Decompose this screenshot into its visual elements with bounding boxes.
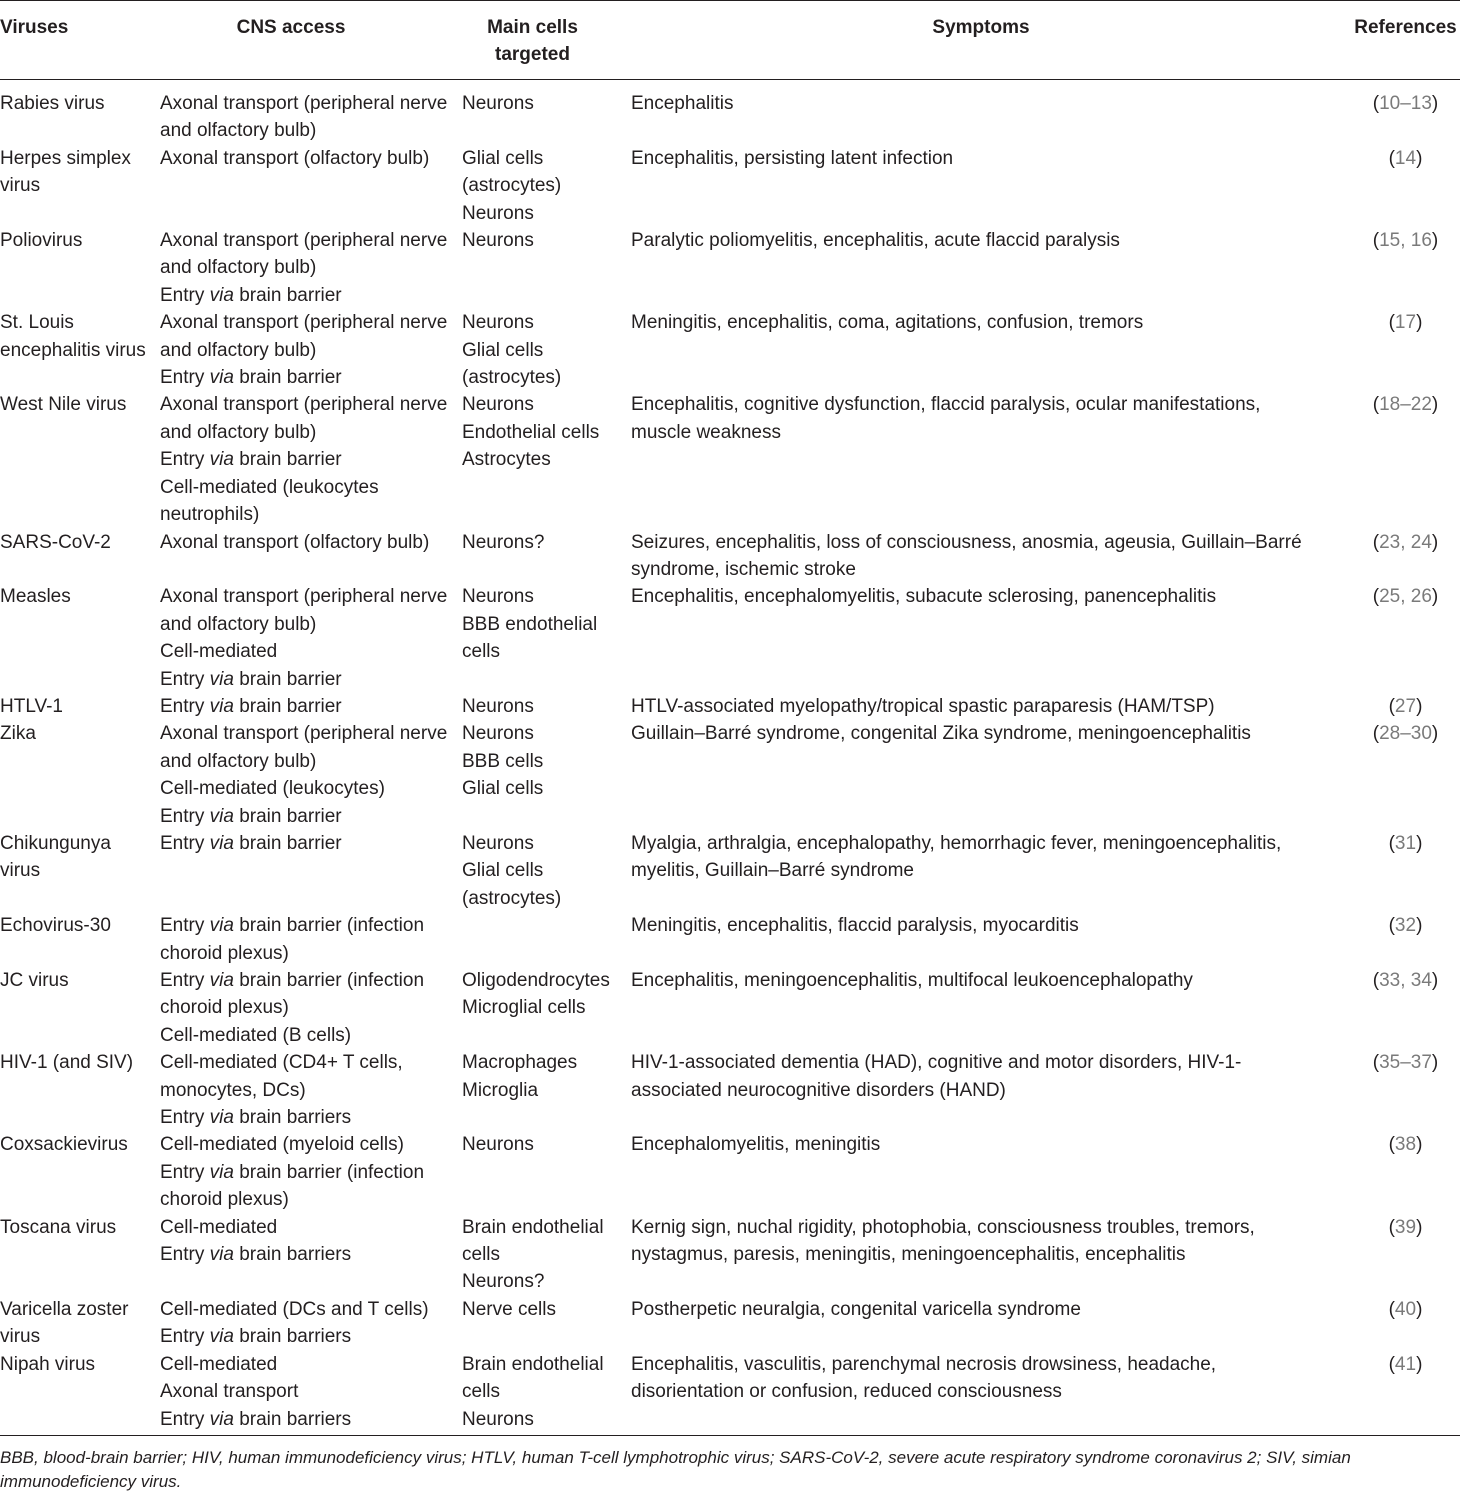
- cns-access-line: Axonal transport (olfactory bulb): [160, 531, 430, 553]
- reference-link[interactable]: 33, 34: [1379, 970, 1432, 991]
- ref-open-paren: (: [1372, 394, 1380, 416]
- virus-name: Measles: [0, 586, 71, 608]
- cell-main-cells: [462, 145, 631, 227]
- virus-name: Nipah virus: [0, 1353, 96, 1375]
- cell-virus: [0, 1131, 160, 1213]
- cell-symptoms: [631, 1131, 1331, 1213]
- table-row: [0, 967, 1460, 1049]
- reference-link[interactable]: 15, 16: [1379, 230, 1432, 252]
- ref-close-paren: ): [1416, 1134, 1423, 1156]
- cell-symptoms: [631, 529, 1331, 584]
- cns-access-line: Axonal transport (peripheral nerve and olfactory bulb): [160, 93, 448, 142]
- reference-link[interactable]: 35–37: [1379, 1052, 1432, 1074]
- reference-link[interactable]: 28–30: [1379, 723, 1432, 745]
- main-cells-line: Neurons: [462, 93, 534, 114]
- symptoms-text: Encephalitis, cognitive dysfunction, flaccid paralysis, ocular manifestations, muscle weakness: [631, 394, 1261, 443]
- ref-open-paren: (: [1372, 1052, 1380, 1074]
- via-italic: via: [209, 1326, 234, 1348]
- reference-link[interactable]: 27: [1394, 695, 1417, 717]
- main-cells-line: Glial cells (astrocytes): [462, 860, 562, 909]
- ref-open-paren: (: [1372, 723, 1380, 745]
- cell-cns-access: [160, 80, 462, 145]
- ref-open-paren: (: [1388, 1298, 1395, 1320]
- cell-symptoms: [631, 830, 1331, 912]
- ref-open-paren: (: [1388, 1353, 1395, 1375]
- virus-name: Chikungunya virus: [0, 832, 111, 882]
- cell-cns-access: [160, 1351, 462, 1436]
- cns-access-line: Axonal transport (peripheral nerve and olfactory bulb): [160, 312, 448, 361]
- reference-link[interactable]: 32: [1394, 915, 1417, 937]
- cell-main-cells: [462, 1214, 631, 1296]
- symptoms-text: Encephalomyelitis, meningitis: [631, 1134, 881, 1156]
- cell-references: [1331, 1214, 1460, 1296]
- cell-main-cells: [462, 1351, 631, 1436]
- cell-cns-access: [160, 227, 462, 309]
- cns-access-line: Cell-mediated (leukocytes neutrophils): [160, 476, 379, 526]
- cns-access-line: Axonal transport (peripheral nerve and olfactory bulb): [160, 394, 448, 443]
- cns-access-line: Entry via brain barriers: [160, 1244, 352, 1266]
- cns-access-line: Axonal transport (peripheral nerve and olfactory bulb): [160, 586, 448, 635]
- virus-name: SARS-CoV-2: [0, 531, 111, 553]
- virus-name: Coxsackievirus: [0, 1134, 128, 1156]
- cns-access-line: Entry via brain barriers: [160, 1408, 352, 1430]
- cell-symptoms: [631, 967, 1331, 1049]
- virus-name: HIV-1 (and SIV): [0, 1052, 134, 1074]
- cell-symptoms: [631, 583, 1331, 693]
- main-cells-line: Neurons: [462, 695, 534, 717]
- cell-cns-access: [160, 145, 462, 227]
- main-cells-line: Neurons: [462, 832, 534, 854]
- via-italic: via: [209, 284, 234, 306]
- via-italic: via: [209, 1161, 234, 1183]
- ref-close-paren: ): [1416, 147, 1423, 169]
- cell-references: [1331, 912, 1460, 967]
- main-cells-line: Endothelial cells: [462, 421, 600, 443]
- table-header-row: [0, 1, 1460, 80]
- main-cells-line: Macrophages: [462, 1052, 578, 1074]
- ref-close-paren: ): [1431, 586, 1439, 608]
- via-italic: via: [209, 367, 234, 389]
- table-footnote: BBB, blood-brain barrier; HIV, human immunodeficiency virus; HTLV, human T-cell lymphotrophic virus; SARS-CoV-2, severe acute respiratory syndrome coronavirus 2; SIV, simian immunodeficiency virus.: [0, 1447, 1351, 1491]
- ref-open-paren: (: [1388, 915, 1395, 937]
- main-cells-line: Oligodendrocytes: [462, 970, 610, 991]
- cell-references: [1331, 391, 1460, 528]
- main-cells-line: BBB endothelial cells: [462, 613, 598, 663]
- ref-close-paren: ): [1416, 1353, 1423, 1375]
- cell-symptoms: [631, 391, 1331, 528]
- cell-references: [1331, 1049, 1460, 1131]
- cell-symptoms: [631, 693, 1331, 720]
- cell-cns-access: [160, 1049, 462, 1131]
- virus-name: Toscana virus: [0, 1216, 117, 1238]
- cns-access-line: Cell-mediated: [160, 1216, 278, 1238]
- symptoms-text: Guillain–Barré syndrome, congenital Zika syndrome, meningoencephalitis: [631, 723, 1251, 745]
- symptoms-text: HIV-1-associated dementia (HAD), cognitive and motor disorders, HIV-1-associated neurocognitive disorders (HAND): [631, 1052, 1242, 1101]
- cell-references: [1331, 830, 1460, 912]
- cell-main-cells: [462, 1296, 631, 1351]
- cell-main-cells: [462, 967, 631, 1049]
- cell-cns-access: [160, 830, 462, 912]
- symptoms-text: Meningitis, encephalitis, flaccid paralysis, myocarditis: [631, 915, 1079, 937]
- cns-access-line: Entry via brain barrier: [160, 284, 342, 306]
- cell-cns-access: [160, 529, 462, 584]
- main-cells-line: Neurons?: [462, 531, 545, 553]
- reference-link[interactable]: 38: [1394, 1134, 1417, 1156]
- symptoms-text: Seizures, encephalitis, loss of consciousness, anosmia, ageusia, Guillain–Barré syndrome, ischemic stroke: [631, 531, 1302, 580]
- cell-references: [1331, 720, 1460, 830]
- cns-access-line: Cell-mediated (CD4+ T cells, monocytes, DCs): [160, 1052, 403, 1101]
- cell-references: [1331, 80, 1460, 145]
- symptoms-text: Encephalitis, encephalomyelitis, subacute sclerosing, panencephalitis: [631, 586, 1217, 608]
- cell-references: [1331, 693, 1460, 720]
- cell-references: [1331, 145, 1460, 227]
- main-cells-line: Neurons: [462, 230, 534, 252]
- table-row: [0, 583, 1460, 693]
- table-row: [0, 720, 1460, 830]
- table-row: [0, 309, 1460, 391]
- symptoms-text: Encephalitis, vasculitis, parenchymal necrosis drowsiness, headache, disorientation or confusion, reduced consciousness: [631, 1353, 1217, 1403]
- main-cells-line: Neurons: [462, 394, 534, 416]
- cns-access-line: Cell-mediated (leukocytes): [160, 778, 385, 800]
- ref-open-paren: (: [1388, 147, 1395, 169]
- reference-link[interactable]: 23, 24: [1379, 531, 1432, 553]
- reference-link[interactable]: 41: [1394, 1353, 1417, 1375]
- ref-open-paren: (: [1388, 1134, 1395, 1156]
- ref-open-paren: (: [1372, 970, 1380, 991]
- via-italic: via: [209, 832, 234, 854]
- reference-link[interactable]: 17: [1394, 312, 1417, 334]
- header-cns-access: CNS access: [236, 17, 346, 38]
- cell-symptoms: [631, 1351, 1331, 1436]
- main-cells-line: Glial cells (astrocytes): [462, 147, 562, 197]
- symptoms-text: Kernig sign, nuchal rigidity, photophobia, consciousness troubles, tremors, nystagmus, paresis, meningitis, meningoencephalitis, encephalitis: [631, 1216, 1255, 1266]
- cell-virus: [0, 1049, 160, 1131]
- cns-access-line: Axonal transport (peripheral nerve and olfactory bulb): [160, 230, 448, 279]
- virus-name: Echovirus-30: [0, 915, 111, 937]
- header-viruses: Viruses: [0, 17, 69, 38]
- cell-references: [1331, 309, 1460, 391]
- virus-name: Herpes simplex virus: [0, 147, 131, 197]
- virus-name: Poliovirus: [0, 230, 83, 252]
- symptoms-text: HTLV-associated myelopathy/tropical spastic paraparesis (HAM/TSP): [631, 695, 1215, 717]
- cell-virus: [0, 967, 160, 1049]
- cell-symptoms: [631, 720, 1331, 830]
- virus-name: HTLV-1: [0, 695, 64, 717]
- cns-access-line: Cell-mediated (DCs and T cells): [160, 1298, 429, 1320]
- table-row: [0, 227, 1460, 309]
- cell-cns-access: [160, 583, 462, 693]
- cell-symptoms: [631, 1214, 1331, 1296]
- cell-references: [1331, 1131, 1460, 1213]
- table-row: [0, 830, 1460, 912]
- virus-name: St. Louis encephalitis virus: [0, 312, 146, 361]
- cell-symptoms: [631, 80, 1331, 145]
- cell-cns-access: [160, 1296, 462, 1351]
- via-italic: via: [209, 805, 234, 827]
- main-cells-line: Neurons: [462, 586, 534, 608]
- table-row: [0, 693, 1460, 720]
- ref-close-paren: ): [1431, 1052, 1439, 1074]
- cns-access-line: Entry via brain barrier (infection choroid plexus): [160, 970, 425, 1019]
- cell-references: [1331, 529, 1460, 584]
- cell-virus: [0, 227, 160, 309]
- symptoms-text: Encephalitis, meningoencephalitis, multifocal leukoencephalopathy: [631, 970, 1193, 991]
- virus-name: West Nile virus: [0, 394, 127, 416]
- table-row: [0, 145, 1460, 227]
- ref-close-paren: ): [1416, 915, 1423, 937]
- ref-close-paren: ): [1431, 394, 1439, 416]
- ref-close-paren: ): [1416, 1298, 1423, 1320]
- table-row: [0, 1351, 1460, 1436]
- virus-name: JC virus: [0, 970, 69, 991]
- main-cells-line: Brain endothelial cells: [462, 1216, 604, 1266]
- reference-link[interactable]: 39: [1394, 1216, 1417, 1238]
- ref-open-paren: (: [1388, 1216, 1395, 1238]
- table-row: [0, 80, 1460, 145]
- cell-virus: [0, 693, 160, 720]
- table-row: [0, 1214, 1460, 1296]
- cell-symptoms: [631, 1049, 1331, 1131]
- ref-close-paren: ): [1416, 695, 1423, 717]
- cell-main-cells: [462, 227, 631, 309]
- cell-cns-access: [160, 693, 462, 720]
- main-cells-line: Neurons?: [462, 1271, 545, 1293]
- cell-virus: [0, 529, 160, 584]
- cell-virus: [0, 1296, 160, 1351]
- via-italic: via: [209, 970, 234, 991]
- via-italic: via: [209, 1244, 234, 1266]
- cell-symptoms: [631, 912, 1331, 967]
- cns-access-line: Entry via brain barrier: [160, 832, 342, 854]
- cell-cns-access: [160, 720, 462, 830]
- main-cells-line: Astrocytes: [462, 449, 551, 471]
- cell-main-cells: [462, 912, 631, 967]
- cns-access-line: Cell-mediated: [160, 641, 278, 663]
- main-cells-line: Nerve cells: [462, 1298, 556, 1320]
- via-italic: via: [209, 695, 234, 717]
- cns-access-line: Cell-mediated (B cells): [160, 1024, 352, 1046]
- cell-cns-access: [160, 391, 462, 528]
- cell-virus: [0, 80, 160, 145]
- via-italic: via: [209, 1107, 234, 1129]
- cell-virus: [0, 391, 160, 528]
- symptoms-text: Paralytic poliomyelitis, encephalitis, acute flaccid paralysis: [631, 230, 1120, 252]
- cell-virus: [0, 912, 160, 967]
- reference-link[interactable]: 40: [1394, 1298, 1417, 1320]
- table-row: [0, 1049, 1460, 1131]
- main-cells-line: BBB cells: [462, 750, 544, 772]
- main-cells-line: Glial cells: [462, 778, 544, 800]
- cell-virus: [0, 1214, 160, 1296]
- cell-virus: [0, 830, 160, 912]
- reference-link[interactable]: 18–22: [1379, 394, 1432, 416]
- cell-virus: [0, 145, 160, 227]
- ref-close-paren: ): [1431, 970, 1439, 991]
- via-italic: via: [209, 1408, 234, 1430]
- cell-main-cells: [462, 830, 631, 912]
- symptoms-text: Myalgia, arthralgia, encephalopathy, hemorrhagic fever, meningoencephalitis, myelitis, Guillain–Barré syndrome: [631, 832, 1282, 882]
- cell-virus: [0, 720, 160, 830]
- virus-name: Rabies virus: [0, 93, 105, 114]
- ref-close-paren: ): [1431, 230, 1439, 252]
- reference-link[interactable]: 14: [1394, 147, 1417, 169]
- main-cells-line: Neurons: [462, 723, 534, 745]
- cell-main-cells: [462, 720, 631, 830]
- ref-close-paren: ): [1431, 531, 1439, 553]
- cell-main-cells: [462, 693, 631, 720]
- cns-access-line: Entry via brain barrier: [160, 695, 342, 717]
- cell-references: [1331, 1351, 1460, 1436]
- via-italic: via: [209, 915, 234, 937]
- main-cells-line: Neurons: [462, 202, 534, 224]
- cell-virus: [0, 583, 160, 693]
- table-row: [0, 391, 1460, 528]
- cns-access-line: Entry via brain barrier: [160, 668, 342, 690]
- cns-access-line: Entry via brain barrier: [160, 449, 342, 471]
- ref-close-paren: ): [1431, 723, 1439, 745]
- cell-cns-access: [160, 1131, 462, 1213]
- cns-access-line: Axonal transport (peripheral nerve and olfactory bulb): [160, 723, 448, 772]
- ref-close-paren: ): [1416, 1216, 1423, 1238]
- main-cells-line: Neurons: [462, 1408, 534, 1430]
- cns-access-line: Entry via brain barrier (infection choroid plexus): [160, 1161, 425, 1211]
- main-cells-line: Microglial cells: [462, 997, 586, 1019]
- ref-open-paren: (: [1372, 586, 1380, 608]
- reference-link[interactable]: 25, 26: [1379, 586, 1432, 608]
- ref-close-paren: ): [1416, 312, 1423, 334]
- cell-main-cells: [462, 1131, 631, 1213]
- cns-access-line: Entry via brain barrier (infection choroid plexus): [160, 915, 425, 964]
- main-cells-line: Microglia: [462, 1079, 539, 1101]
- cns-access-line: Axonal transport (olfactory bulb): [160, 147, 430, 169]
- cns-access-line: Entry via brain barrier: [160, 367, 342, 389]
- ref-open-paren: (: [1388, 312, 1395, 334]
- cns-access-line: Cell-mediated (myeloid cells): [160, 1134, 404, 1156]
- ref-open-paren: (: [1388, 695, 1395, 717]
- main-cells-line: Brain endothelial cells: [462, 1353, 604, 1403]
- cell-symptoms: [631, 309, 1331, 391]
- cell-cns-access: [160, 912, 462, 967]
- symptoms-text: Meningitis, encephalitis, coma, agitations, confusion, tremors: [631, 312, 1144, 334]
- header-main-cells: Main cells targeted: [487, 17, 578, 65]
- header-symptoms: Symptoms: [932, 17, 1030, 38]
- cell-main-cells: [462, 1049, 631, 1131]
- table-row: [0, 1296, 1460, 1351]
- reference-link[interactable]: 10–13: [1379, 93, 1432, 114]
- cell-symptoms: [631, 1296, 1331, 1351]
- main-cells-line: Neurons: [462, 312, 534, 334]
- table-row: [0, 1131, 1460, 1213]
- symptoms-text: Encephalitis: [631, 93, 734, 114]
- cell-symptoms: [631, 145, 1331, 227]
- cns-access-line: Axonal transport: [160, 1381, 299, 1403]
- ref-open-paren: (: [1388, 832, 1395, 854]
- cns-access-line: Entry via brain barriers: [160, 1107, 352, 1129]
- via-italic: via: [209, 668, 234, 690]
- table-row: [0, 912, 1460, 967]
- cns-access-line: Entry via brain barriers: [160, 1326, 352, 1348]
- main-cells-line: Glial cells (astrocytes): [462, 339, 562, 389]
- cell-references: [1331, 583, 1460, 693]
- table-row: [0, 529, 1460, 584]
- cell-virus: [0, 1351, 160, 1436]
- virus-name: Zika: [0, 723, 36, 745]
- via-italic: via: [209, 449, 234, 471]
- cell-references: [1331, 1296, 1460, 1351]
- ref-close-paren: ): [1416, 832, 1423, 854]
- cns-access-line: Entry via brain barrier: [160, 805, 342, 827]
- ref-open-paren: (: [1372, 531, 1380, 553]
- cell-virus: [0, 309, 160, 391]
- main-cells-line: Neurons: [462, 1134, 534, 1156]
- cell-main-cells: [462, 391, 631, 528]
- header-references: References: [1354, 17, 1457, 38]
- cell-references: [1331, 227, 1460, 309]
- cell-references: [1331, 967, 1460, 1049]
- ref-open-paren: (: [1372, 230, 1380, 252]
- cns-access-line: Cell-mediated: [160, 1353, 278, 1375]
- cell-cns-access: [160, 1214, 462, 1296]
- table-body: [0, 80, 1460, 1436]
- symptoms-text: Postherpetic neuralgia, congenital varicella syndrome: [631, 1298, 1081, 1320]
- cell-main-cells: [462, 583, 631, 693]
- cell-main-cells: [462, 529, 631, 584]
- cell-symptoms: [631, 227, 1331, 309]
- cell-cns-access: [160, 967, 462, 1049]
- cell-main-cells: [462, 80, 631, 145]
- reference-link[interactable]: 31: [1394, 832, 1417, 854]
- ref-open-paren: (: [1372, 93, 1380, 114]
- cell-cns-access: [160, 309, 462, 391]
- ref-close-paren: ): [1431, 93, 1439, 114]
- virus-name: Varicella zoster virus: [0, 1298, 129, 1348]
- symptoms-text: Encephalitis, persisting latent infection: [631, 147, 954, 169]
- cell-main-cells: [462, 309, 631, 391]
